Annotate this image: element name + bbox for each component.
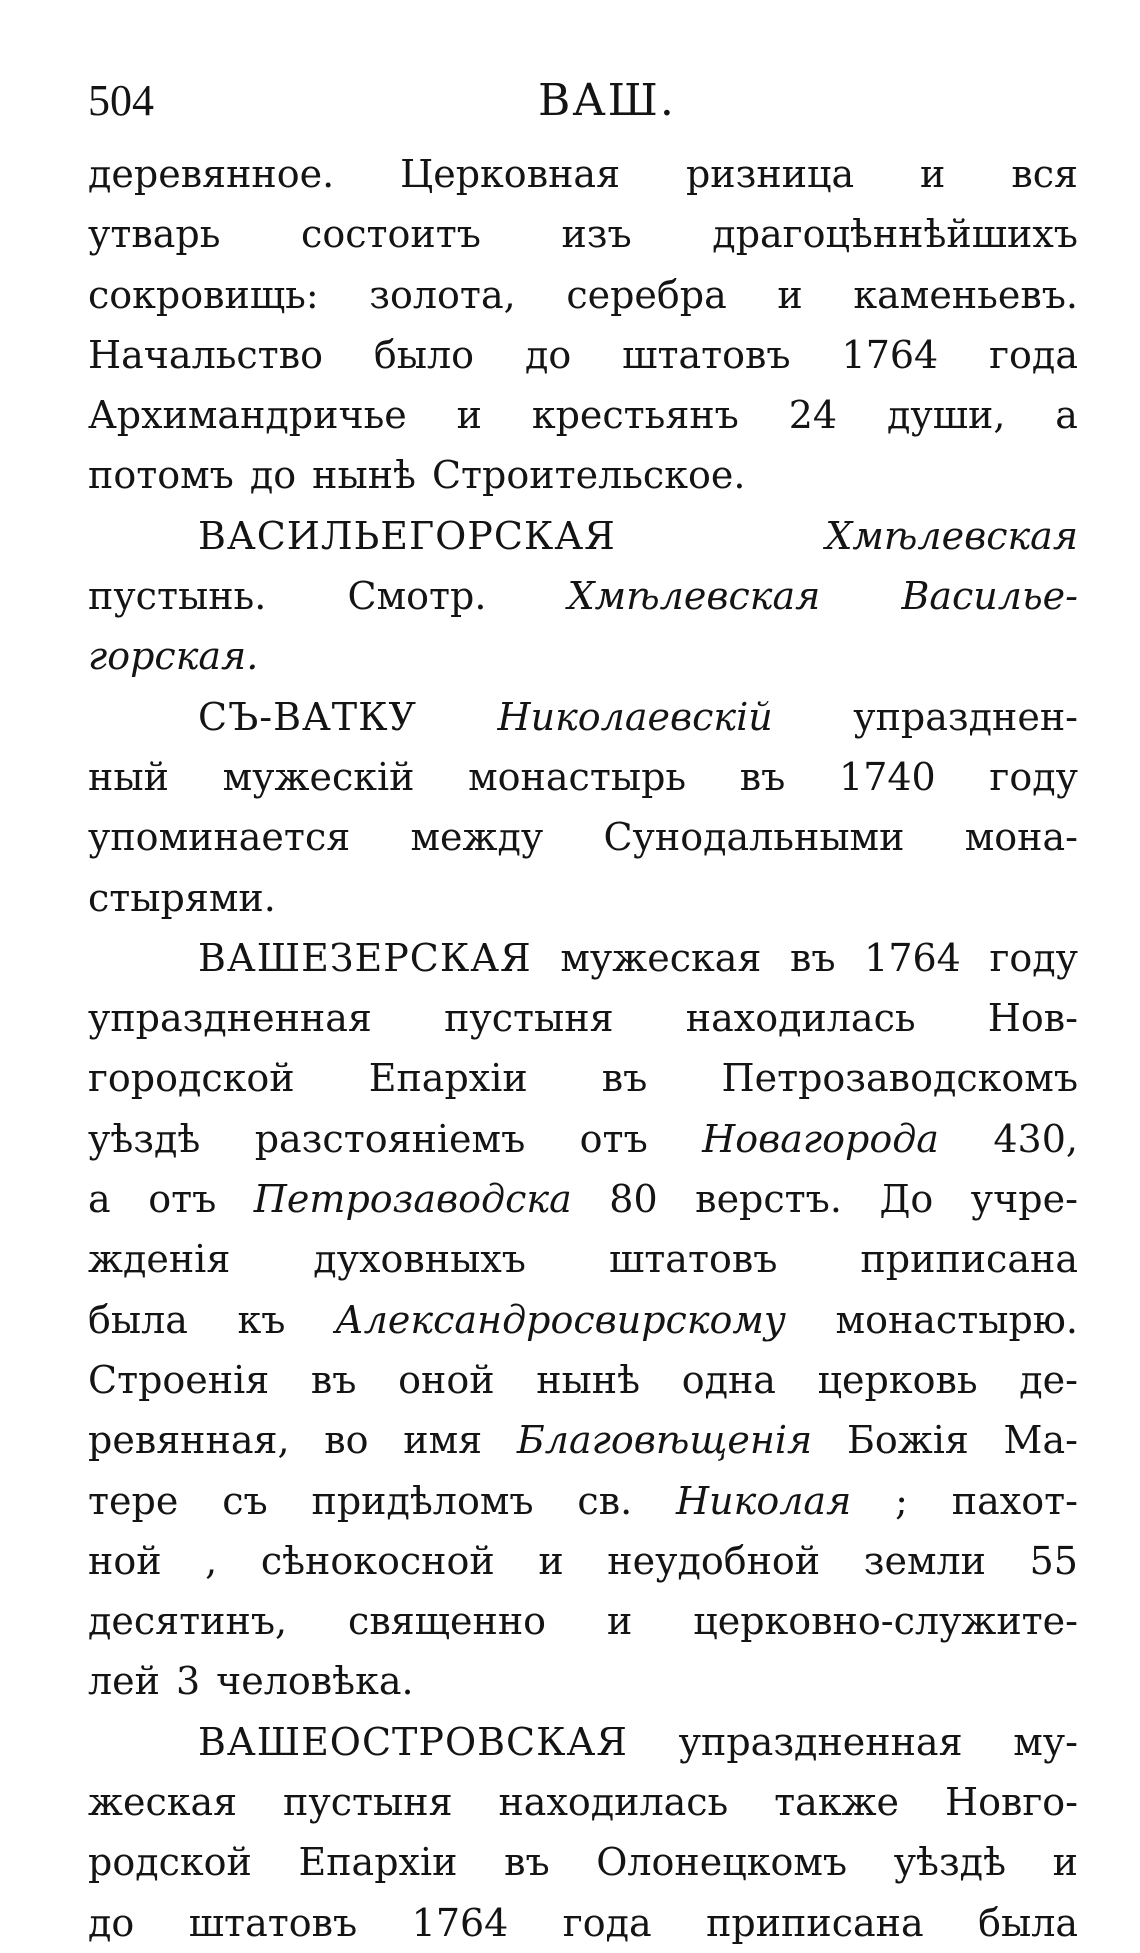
word: Начальство [88,332,323,377]
text-line [88,1591,1078,1651]
word: жденія [88,1237,231,1282]
word: До [879,1177,934,1222]
word: Олонецкомъ [596,1840,848,1885]
text-line [88,1712,1078,1772]
word: приписана [706,1900,924,1945]
word: Епархіи [298,1840,458,1885]
word: въ [504,1840,550,1885]
word: до [524,332,572,377]
word: потомъ [88,453,234,498]
word: земли [863,1538,986,1583]
word: уѣздѣ [893,1840,1006,1885]
text-line [88,385,1078,445]
word: оной [398,1357,495,1402]
italic-word: Александросвирскому [334,1297,786,1342]
word: Петрозаводскомъ [721,1056,1078,1101]
word: десятинъ, [88,1599,288,1644]
word: священно [348,1599,547,1644]
word: въ [739,754,786,799]
word: 1764 [411,1900,509,1945]
body-text [88,144,1078,1953]
word: ной [88,1538,162,1583]
word: отъ [579,1116,648,1161]
word: уѣздѣ [88,1116,201,1161]
word: Строительское. [431,453,746,498]
word: Строенія [88,1357,270,1402]
word: церковно-служите- [693,1599,1078,1644]
word: также [774,1780,900,1825]
word: ; [895,1478,908,1523]
word: года [989,332,1078,377]
word: нынѣ [312,453,416,498]
word: 1764 [864,935,961,980]
text-line [88,1229,1078,1289]
word: деревянное. [88,152,335,196]
word: находилась [685,996,916,1041]
word: была [978,1900,1078,1945]
word: и [606,1599,633,1644]
word: Сунодальными [603,815,905,860]
text-line [88,1471,1078,1531]
word: въ [601,1056,648,1101]
text-line [88,445,1078,505]
entry-heading: ВАШЕОСТРОВСКАЯ [198,1719,628,1764]
word: крестьянъ [531,393,739,438]
word: серебра [566,272,727,317]
text-line [88,1772,1078,1832]
page-header [88,62,1078,140]
italic-word: Василье- [901,574,1078,619]
word: до [88,1900,135,1945]
word: церковь [817,1357,978,1402]
word: ный [88,754,169,799]
word: драгоцѣннѣйшихъ [712,212,1078,257]
word: человѣка. [216,1659,414,1704]
word: имя [403,1418,483,1463]
entry-heading: ВАШЕЗЕРСКАЯ [198,935,532,980]
word: Новго- [944,1780,1078,1825]
word: и [920,152,946,196]
text-line [88,1410,1078,1470]
text-line [88,1350,1078,1410]
italic-word: Новагорода [702,1116,939,1161]
word: упраздненная [88,996,372,1041]
text-line [88,325,1078,385]
word: и [1052,1840,1078,1885]
word: упразднен- [853,694,1078,739]
word: пустыня [444,996,614,1041]
word: учре- [970,1177,1078,1222]
word: 80 [609,1177,658,1222]
text-line [88,928,1078,988]
word: сѣнокосной [260,1538,495,1583]
word: штатовъ [188,1900,358,1945]
text-line [88,265,1078,325]
word: Смотр. [347,574,487,619]
entry-heading: СЪ-ВАТКУ [198,694,418,739]
word: и [538,1538,564,1583]
page-number: 504 [88,76,154,125]
word: де- [1019,1357,1078,1402]
italic-word: горская. [88,634,259,679]
word: Ма- [1003,1418,1078,1463]
word: приписана [860,1237,1078,1282]
text-line [88,1290,1078,1350]
italic-word: Хмѣлевская [825,513,1078,558]
word: души, [886,393,1006,438]
word: одна [681,1357,776,1402]
text-line [88,1893,1078,1953]
word: штатовъ [608,1237,778,1282]
word: лей [88,1659,160,1704]
text-line [88,988,1078,1048]
word: и [456,393,482,438]
word: во [324,1418,369,1463]
word: св. [577,1478,633,1523]
text-line [88,747,1078,807]
word: отъ [148,1177,217,1222]
word: году [989,935,1078,980]
word: 1764 [841,332,939,377]
word: сокровищь: [88,272,319,317]
word: Церковная [400,152,621,196]
book-page [88,62,1078,1953]
word: нынѣ [536,1357,641,1402]
running-title: ВАШ. [538,75,676,126]
word: было [373,332,475,377]
entry-heading: ВАСИЛЬЕГОРСКАЯ [198,513,616,558]
word: Архимандричье [88,393,407,438]
word: стырями. [88,875,276,920]
word: му- [1013,1719,1078,1764]
text-line [88,1048,1078,1108]
word: 24 [788,393,838,438]
italic-word: Николаевскій [497,694,773,739]
word: и [777,272,803,317]
text-line [88,566,1078,626]
word: монастырю. [835,1297,1078,1342]
word: а [1055,393,1078,438]
word: упоминается [88,815,351,860]
word: находилась [498,1780,729,1825]
word: 430, [993,1116,1078,1161]
text-line [88,1832,1078,1892]
word: года [562,1900,652,1945]
word: 1740 [839,754,936,799]
word: родской [88,1840,252,1885]
word: была [88,1297,188,1342]
word: въ [310,1357,357,1402]
word: состоитъ [301,212,481,257]
word: Божія [846,1418,969,1463]
word: жеская [88,1780,238,1825]
word: году [989,754,1078,799]
word: Епархіи [368,1056,528,1101]
text-line [88,807,1078,867]
text-line [88,144,1078,204]
word: каменьевъ. [853,272,1078,317]
word: тере [88,1478,179,1523]
word: ризница [685,152,855,196]
word: 3 [175,1659,201,1704]
text-line [88,204,1078,264]
word: пустыня [283,1780,453,1825]
word: верстъ. [695,1177,842,1222]
word: мужеская [560,935,762,980]
word: утварь [88,212,221,257]
word: изъ [561,212,632,257]
word: разстояніемъ [254,1116,526,1161]
word: ревянная, [88,1418,290,1463]
text-line [88,626,1078,686]
text-line [88,868,1078,928]
word: городской [88,1056,295,1101]
word: монастырь [468,754,687,799]
word: золота, [369,272,516,317]
word: вся [1011,152,1078,196]
word: до [249,453,297,498]
word: въ [789,935,836,980]
text-line [88,687,1078,747]
word: придѣломъ [311,1478,534,1523]
word: пустынь. [88,574,267,619]
word: 55 [1029,1538,1078,1583]
word: мона- [964,815,1078,860]
italic-word: Николая [676,1478,852,1523]
text-line [88,1531,1078,1591]
word: неудобной [607,1538,821,1583]
word: Нов- [987,996,1078,1041]
italic-word: Хмѣлевская [567,574,821,619]
word: а [88,1177,111,1222]
text-line [88,1651,1078,1711]
word: духовныхъ [313,1237,526,1282]
text-line [88,1169,1078,1229]
italic-word: Петрозаводска [253,1177,572,1222]
text-line [88,506,1078,566]
word: мужескій [222,754,415,799]
word: , [205,1538,218,1583]
italic-word: Благовѣщенія [516,1418,813,1463]
word: къ [237,1297,286,1342]
text-line [88,1109,1078,1169]
word: пахот- [951,1478,1078,1523]
word: штатовъ [622,332,791,377]
word: упраздненная [678,1719,963,1764]
word: съ [222,1478,268,1523]
word: между [410,815,544,860]
